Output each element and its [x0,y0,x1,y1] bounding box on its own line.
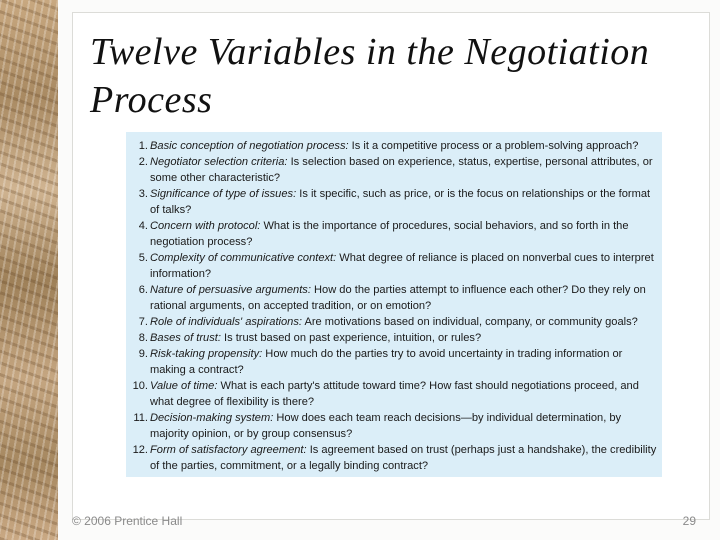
item-label: Form of satisfactory agreement: [150,444,307,456]
item-number: 12. [132,444,148,456]
title-line-2: Process [90,79,213,121]
item-label: Basic conception of negotiation process: [150,140,349,152]
item-number: 6. [138,284,148,296]
slide-title [90,28,700,124]
title-line-1: Twelve Variables in the Negotiation [90,31,650,73]
item-number: 10. [132,380,148,392]
item-number: 8. [138,332,148,344]
item-label: Significance of type of issues: [150,188,297,200]
item-label: Bases of trust: [150,332,221,344]
list-item [126,138,658,154]
item-number: 11. [133,412,148,424]
footer-copyright: © 2006 Prentice Hall [72,514,183,528]
page-number: 29 [682,514,696,528]
list-item [126,330,658,346]
item-text: Is it a competitive process or a problem-solving approach? [348,140,639,152]
item-number: 2. [138,156,148,168]
item-text: How much do the parties try to avoid uncertainty in trading information or making a contract? [150,348,623,376]
item-number: 1. [138,140,148,152]
item-text: Is trust based on past experience, intuition, or rules? [220,332,482,344]
item-text: Is selection based on experience, status, expertise, personal attributes, or some other characteristic? [150,156,653,184]
list-item [126,282,658,314]
list-item [126,218,658,250]
item-label: Risk-taking propensity: [150,348,263,360]
item-number: 4. [138,220,148,232]
item-number: 5. [138,252,148,264]
variables-list-box [126,132,662,477]
list-item [126,346,658,378]
list-item [126,378,658,410]
item-label: Decision-making system: [150,412,274,424]
item-text: Is it specific, such as price, or is the focus on relationships or the format of talks? [150,188,651,216]
item-text: What degree of reliance is placed on nonverbal cues to interpret information? [150,252,654,280]
decorative-marble-strip [0,0,58,540]
item-label: Role of individuals' aspirations: [150,316,302,328]
list-item [126,154,658,186]
item-text: What is the importance of procedures, social behaviors, and so forth in the negotiation process? [150,220,629,248]
item-text: Are motivations based on individual, company, or community goals? [301,316,638,328]
item-number: 3. [138,188,148,200]
item-label: Complexity of communicative context: [150,252,337,264]
item-label: Concern with protocol: [150,220,261,232]
list-item [126,442,658,474]
item-number: 9. [138,348,148,360]
list-item [126,186,658,218]
item-text: What is each party's attitude toward time? How fast should negotiations proceed, and what degree of flexibility is there? [150,380,639,408]
list-item [126,314,658,330]
item-label: Value of time: [150,380,218,392]
item-label: Negotiator selection criteria: [150,156,288,168]
variables-list [126,132,662,474]
item-number: 7. [138,316,148,328]
list-item [126,250,658,282]
list-item [126,410,658,442]
item-text: Is agreement based on trust (perhaps just a handshake), the credibility of the parties, commitment, or a legally binding contract? [150,444,657,472]
item-text: How do the parties attempt to influence each other? Do they rely on rational arguments, on accepted tradition, or on emotion? [150,284,646,312]
item-text: How does each team reach decisions—by individual determination, by majority opinion, or by group consensus? [150,412,622,440]
item-label: Nature of persuasive arguments: [150,284,311,296]
